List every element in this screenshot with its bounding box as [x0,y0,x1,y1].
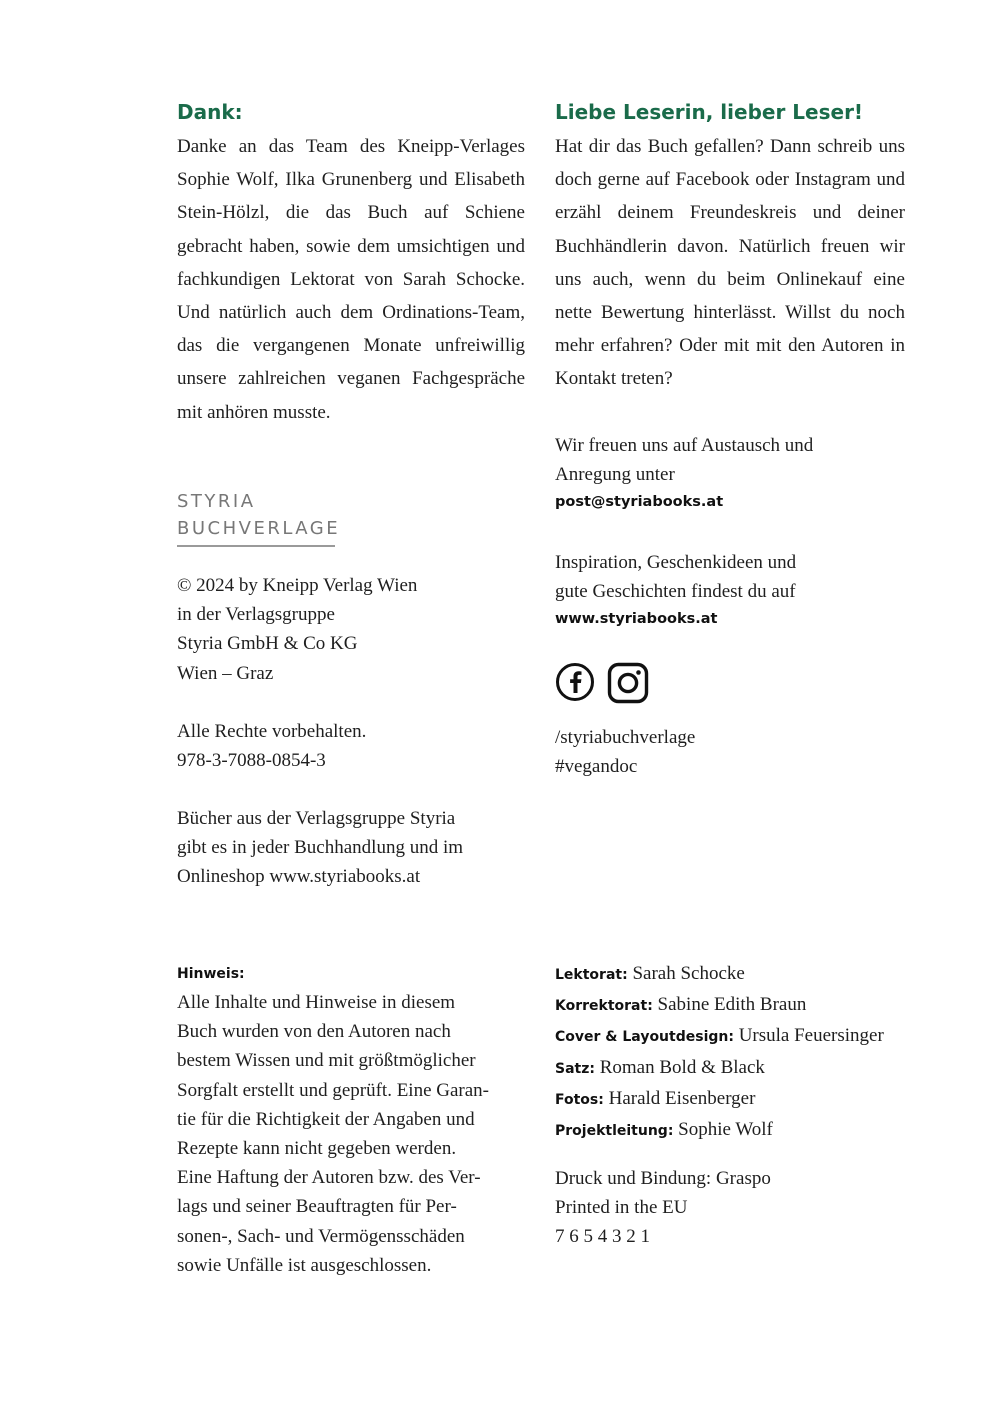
imprint-copyright: © 2024 by Kneipp Verlag Wien in der Verlagsgruppe Styria GmbH & Co KG Wien – Graz [177,575,418,684]
logo-line1: STYRIA [177,491,256,512]
social-block [555,723,905,781]
credit-label: Lektorat: [555,967,628,983]
reader-section [555,98,905,396]
credit-label: Fotos: [555,1091,604,1108]
facebook-icon[interactable] [555,662,595,704]
credit-value: Sabine Edith Braun [657,994,807,1016]
reader-heading: Liebe Leserin, lieber Leser! [555,100,864,124]
printing-text: Druck und Bindung: Graspo Printed in the EU 7 6 5 4 3 2 1 [555,1168,771,1248]
credit-row [555,990,905,1021]
credit-row [555,1115,905,1146]
imprint-rights: Alle Rechte vorbehalten. 978-3-7088-0854-3 [177,721,367,772]
credit-value: Ursula Feuersinger [738,1025,884,1047]
social-icons [555,662,649,704]
contact-block [555,431,905,515]
logo-rule [177,545,335,547]
credits-list [555,959,905,1146]
note-text: Alle Inhalte und Hinweise in diesem Buch wurden von den Autoren nach bestem Wissen und mit größtmöglicher Sorgfalt erstellt und geprüft. Eine Garan- tie für die Richtigkeit der Angaben und Rezepte kann nicht gegeben werden. Eine Haftung der Autoren bzw. des Ver- lags und seiner Beauftragten für Per- sonen-, Sach- und Vermögensschäden sowie Unfälle ist ausgeschlossen. [177,992,489,1276]
inspiration-block [555,548,905,632]
credit-row [555,1084,905,1115]
note-heading: Hinweis: [177,966,245,982]
thanks-section [177,98,525,429]
credit-row [555,1021,905,1052]
credit-value: Sophie Wolf [678,1119,773,1141]
styria-logo [177,488,341,547]
email-link[interactable]: post@styriabooks.at [555,494,724,511]
social-handle[interactable]: /styriabuchverlage [555,727,696,748]
note-section [177,963,525,1280]
credit-label: Cover & Layoutdesign: [555,1029,734,1046]
hashtag: #vegandoc [555,756,638,778]
logo-line2: BUCHVERLAGE [177,518,341,539]
inspiration-text: Inspiration, Geschenkideen und gute Geschichten findest du auf [555,552,797,603]
credit-row [555,959,905,990]
printing-block [555,1164,905,1252]
credit-label: Projektleitung: [555,1123,674,1140]
reader-text: Hat dir das Buch gefallen? Dann schreib uns doch gerne auf Facebook oder Instagram und erzähl deinem Freundeskreis und deiner Buchhändlerin davon. Natürlich freuen wir uns auch, wenn du beim Onlinekauf eine nette Bewertung hinterlässt. Willst du noch mehr erfahren? Oder mit mit den Autoren in Kontakt treten? [555,136,905,390]
contact-intro: Wir freuen uns auf Austausch und Anregung unter [555,435,814,486]
credit-value: Harald Eisenberger [608,1087,756,1109]
thanks-text: Danke an das Team des Kneipp-Verlages Sophie Wolf, Ilka Grunenberg und Elisabeth Stein-Hölzl, die das Buch auf Schiene gebracht haben, sowie dem umsichtigen und fachkundigen Lektorat von Sarah Schocke. Und natürlich auch dem Ordinations-Team, das die vergangenen Monate unfreiwillig unsere zahlreichen veganen Fachgespräche mit anhören musste. [177,136,525,423]
imprint-availability-block [177,804,525,892]
imprint-rights-block [177,717,525,775]
credit-label: Korrektorat: [555,998,653,1015]
imprint-availability: Bücher aus der Verlagsgruppe Styria gibt es in jeder Buchhandlung und im Onlineshop www.styriabooks.at [177,808,464,888]
credit-value: Roman Bold & Black [599,1056,765,1078]
credit-row [555,1053,905,1084]
website-link[interactable]: www.styriabooks.at [555,611,718,628]
credit-value: Sarah Schocke [632,963,745,984]
instagram-icon[interactable] [607,662,649,704]
credit-label: Satz: [555,1060,595,1077]
imprint-copyright-block [177,571,525,688]
thanks-heading: Dank: [177,100,243,124]
